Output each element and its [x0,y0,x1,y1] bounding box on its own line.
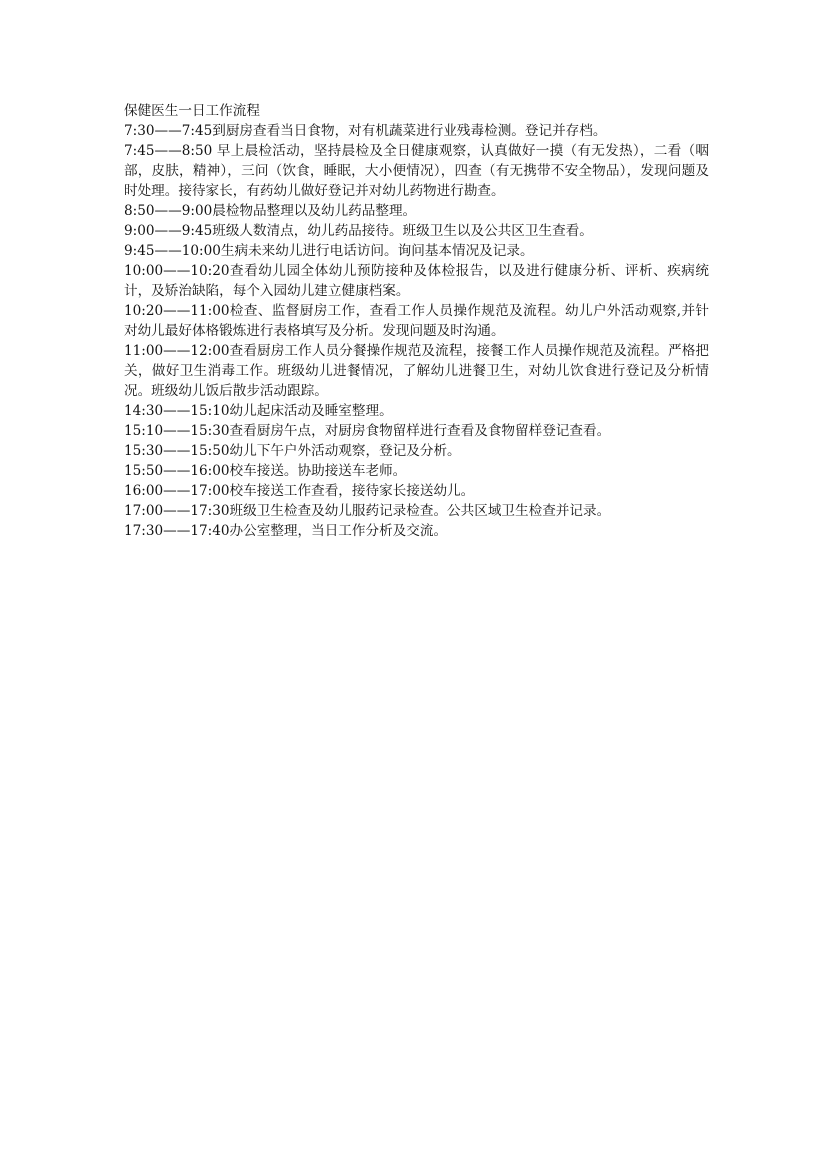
schedule-entry: 9:00——9:45班级人数清点，幼儿药品接待。班级卫生以及公共区卫生查看。 [124,223,593,239]
schedule-entry: 15:50——16:00校车接送。协助接送车老师。 [124,463,407,479]
schedule-entry: 17:30——17:40办公室整理，当日工作分析及交流。 [124,523,448,539]
schedule-entry: 10:20——11:00检查、监督厨房工作，查看工作人员操作规范及流程。幼儿户外活动观察,并针对幼儿最好体格锻炼进行表格填写及分析。发现问题及时沟通。 [124,303,709,339]
document-title: 保健医生一日工作流程 [124,103,260,119]
schedule-entry: 15:10——15:30查看厨房午点，对厨房食物留样进行查看及食物留样登记查看。 [124,423,611,439]
schedule-entry: 11:00——12:00查看厨房工作人员分餐操作规范及流程，接餐工作人员操作规范及流程。严格把关，做好卫生消毒工作。班级幼儿进餐情况，了解幼儿进餐卫生，对幼儿饮食进行登记及分析情况。班级幼儿饭后散步活动跟踪。 [124,343,709,399]
schedule-entry: 7:45——8:50 早上晨检活动，坚持晨检及全日健康观察，认真做好一摸（有无发热），二看（咽部，皮肤，精神），三问（饮食，睡眠，大小便情况），四查（有无携带不安全物品），发现问题及时处理。接待家长，有药幼儿做好登记并对幼儿药物进行勘查。 [124,143,709,199]
schedule-list [124,121,709,541]
schedule-entry: 8:50——9:00晨检物品整理以及幼儿药品整理。 [124,203,417,219]
schedule-entry: 15:30——15:50幼儿下午户外活动观察，登记及分析。 [124,443,461,459]
schedule-entry: 14:30——15:10幼儿起床活动及睡室整理。 [124,403,393,419]
document-body [124,101,709,541]
schedule-entry: 10:00——10:20查看幼儿园全体幼儿预防接种及体检报告，以及进行健康分析、评析、疾病统计，及矫治缺陷，每个入园幼儿建立健康档案。 [124,263,709,299]
schedule-entry: 7:30——7:45到厨房查看当日食物，对有机蔬菜进行业残毒检测。登记并存档。 [124,123,607,139]
schedule-entry: 9:45——10:00生病未来幼儿进行电话访问。询问基本情况及记录。 [124,243,534,259]
schedule-entry: 17:00——17:30班级卫生检查及幼儿服药记录检查。公共区域卫生检查并记录。 [124,503,611,519]
schedule-entry: 16:00——17:00校车接送工作查看，接待家长接送幼儿。 [124,483,475,499]
